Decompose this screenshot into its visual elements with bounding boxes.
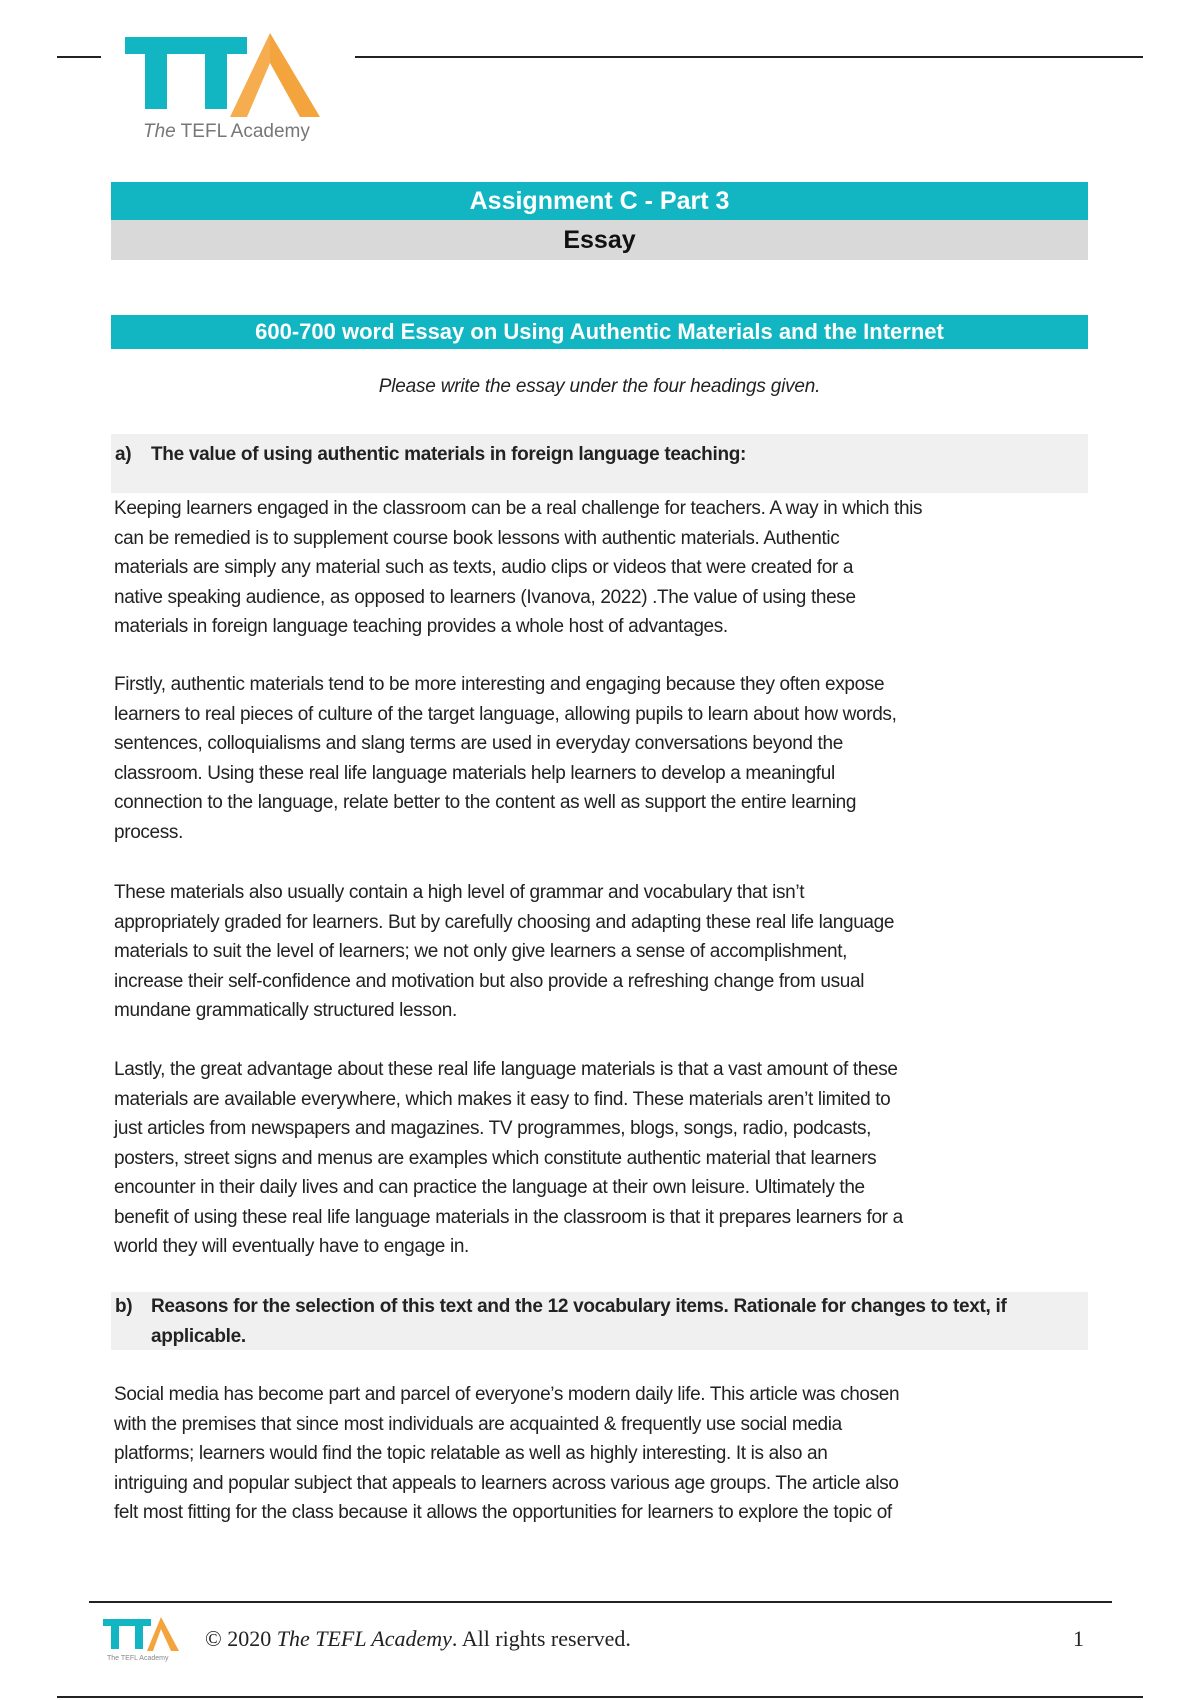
copyright-name: The TEFL Academy xyxy=(276,1626,452,1651)
paragraph-line: just articles from newspapers and magazines. TV programmes, blogs, songs, radio, podcasts, xyxy=(114,1118,872,1139)
essay-subtitle-bar xyxy=(111,220,1088,260)
paragraph-line: materials in foreign language teaching provides a whole host of advantages. xyxy=(114,616,728,637)
page-number: 1 xyxy=(1073,1626,1084,1651)
svg-text:The TEFL Academy: The TEFL Academy xyxy=(143,121,310,142)
svg-text:The TEFL Academy: The TEFL Academy xyxy=(107,1655,169,1662)
paragraph-line: mundane grammatically structured lesson. xyxy=(114,1000,457,1021)
paragraph-line: process. xyxy=(114,821,184,843)
page-bottom-rule xyxy=(57,1696,1143,1698)
paragraph xyxy=(114,1055,1094,1262)
section-a-title: The value of using authentic materials in foreign language teaching: xyxy=(151,444,747,465)
paragraph xyxy=(114,1380,1094,1528)
paragraph-line: platforms; learners would find the topic relatable as well as highly interesting. It is also an xyxy=(114,1443,828,1464)
topic-title: 600-700 word Essay on Using Authentic Materials and the Internet xyxy=(255,319,944,344)
footer-logo xyxy=(103,1617,181,1662)
copyright-prefix: © 2020 xyxy=(205,1626,277,1651)
paragraph-line: intriguing and popular subject that appeals to learners across various age groups. The article also xyxy=(114,1472,899,1494)
paragraph-line: sentences, colloquialisms and slang terms are used in everyday conversations beyond the xyxy=(114,733,843,754)
paragraph-line: can be remedied is to supplement course book lessons with authentic materials. Authentic xyxy=(114,527,840,549)
instruction-text: Please write the essay under the four headings given. xyxy=(378,376,821,397)
assignment-title-bar xyxy=(111,182,1088,220)
paragraph-line: appropriately graded for learners. But by carefully choosing and adapting these real life language xyxy=(114,911,895,933)
topic-bar xyxy=(111,315,1088,349)
paragraph-line: classroom. Using these real life language materials help learners to develop a meaningful xyxy=(114,762,835,784)
paragraph-line: Lastly, the great advantage about these real life language materials is that a vast amount of these xyxy=(114,1059,898,1080)
paragraph xyxy=(114,670,1094,847)
paragraph-line: materials are available everywhere, which makes it easy to find. These materials aren’t limited to xyxy=(114,1088,891,1110)
paragraph-line: with the premises that since most individuals are acquainted & frequently use social media xyxy=(114,1413,842,1435)
paragraph xyxy=(114,878,1094,1026)
section-a-heading xyxy=(111,434,1088,493)
paragraph-line: Firstly, authentic materials tend to be more interesting and engaging because they often expose xyxy=(114,674,885,695)
copyright-suffix: . All rights reserved. xyxy=(451,1626,631,1651)
paragraph-line: felt most fitting for the class because it allows the opportunities for learners to explore the topic of xyxy=(114,1502,892,1523)
paragraph-line: materials to suit the level of learners; we not only give learners a sense of accomplishment, xyxy=(114,941,848,962)
paragraph-line: Keeping learners engaged in the classroom can be a real challenge for teachers. A way in which this xyxy=(114,498,923,519)
section-b-heading xyxy=(111,1292,1088,1350)
footer-rule xyxy=(89,1601,1112,1603)
tta-logo xyxy=(125,33,330,147)
paragraph-line: native speaking audience, as opposed to learners (Ivanova, 2022) .The value of using these xyxy=(114,586,856,608)
copyright-text xyxy=(205,1626,631,1652)
header-rule-left xyxy=(57,56,101,58)
paragraph-line: learners to real pieces of culture of the target language, allowing pupils to learn about how words, xyxy=(114,703,897,725)
paragraph-line: Social media has become part and parcel of everyone’s modern daily life. This article was chosen xyxy=(114,1384,900,1405)
section-a-label: a) xyxy=(115,444,132,465)
paragraph-line: posters, street signs and menus are examples which constitute authentic material that learners xyxy=(114,1147,877,1169)
paragraph-line: These materials also usually contain a high level of grammar and vocabulary that isn’t xyxy=(114,882,805,903)
header-rule-right xyxy=(355,56,1143,58)
paragraph xyxy=(114,494,1094,642)
section-b-label: b) xyxy=(115,1296,133,1317)
paragraph-line: benefit of using these real life language materials in the classroom is that it prepares learners for a xyxy=(114,1206,903,1228)
essay-subtitle: Essay xyxy=(563,225,636,254)
section-b-title: Reasons for the selection of this text and the 12 vocabulary items. Rationale for changes to text, if applicable. xyxy=(151,1296,1007,1347)
paragraph-line: encounter in their daily lives and can practice the language at their own leisure. Ultimately the xyxy=(114,1177,865,1198)
paragraph-line: materials are simply any material such as texts, audio clips or videos that were created for a xyxy=(114,557,854,578)
paragraph-line: increase their self-confidence and motivation but also provide a refreshing change from usual xyxy=(114,970,865,992)
paragraph-line: connection to the language, relate better to the content as well as support the entire learning xyxy=(114,792,857,813)
assignment-title: Assignment C - Part 3 xyxy=(469,186,730,215)
paragraph-line: world they will eventually have to engage in. xyxy=(114,1236,469,1257)
